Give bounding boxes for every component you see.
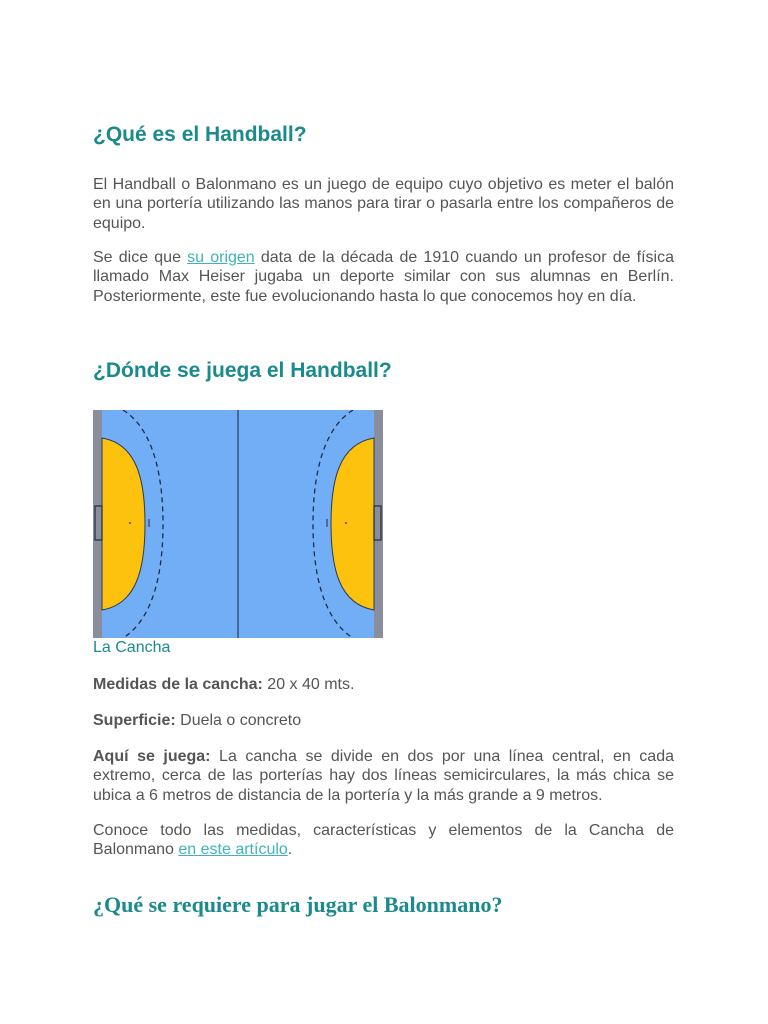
- paragraph-definition: [93, 175, 674, 233]
- measures-value: 20 x 40 mts.: [262, 676, 355, 693]
- heading-where-played: ¿Dónde se juega el Handball?: [93, 359, 392, 382]
- origin-text-after: data de la década de 1910 cuando un profesor de física llamado Max Heiser jugaba un deporte similar con sus alumnas en Berlín. Posteriormente, este fue evolucionando hasta lo que conocemos hoy en día.: [93, 249, 675, 305]
- paragraph-measures: [93, 675, 674, 694]
- article-link[interactable]: en este artículo: [178, 841, 288, 859]
- right-goalkeeper-mark: [345, 522, 347, 524]
- where-played-value: La cancha se divide en dos por una línea central, en cada extremo, cerca de las porterías hay dos líneas semicirculares, la más chica se ubica a 6 metros de distancia de la portería y la más grande a 9 metros.: [93, 748, 674, 804]
- paragraph-surface: [93, 711, 674, 730]
- heading-what-is-handball: ¿Qué es el Handball?: [93, 123, 307, 146]
- origin-link[interactable]: su origen: [187, 249, 255, 266]
- surface-value: Duela o concreto: [175, 712, 302, 729]
- where-played-label: Aquí se juega:: [93, 748, 211, 765]
- surface-label: Superficie:: [93, 712, 176, 729]
- left-goalkeeper-mark: [129, 522, 131, 524]
- court-image: [93, 410, 383, 638]
- definition-text: El Handball o Balonmano es un juego de equipo cuyo objetivo es meter el balón en una portería utilizando las manos para tirar o pasarla entre los compañeros de equipo.: [93, 176, 674, 232]
- paragraph-where-played: [93, 747, 674, 805]
- measures-label: Medidas de la cancha:: [93, 676, 263, 693]
- handball-court-diagram: [93, 410, 383, 638]
- paragraph-origin: [93, 248, 674, 306]
- origin-text-before: Se dice que: [93, 249, 188, 266]
- learn-more-text-before: Conoce todo las medidas, características y elementos de la Cancha de Balonmano: [93, 822, 674, 859]
- learn-more-text-after: .: [287, 841, 293, 859]
- heading-requirements: ¿Qué se requiere para jugar el Balonmano?: [93, 892, 503, 917]
- image-caption: La Cancha: [93, 639, 171, 656]
- paragraph-learn-more: [93, 821, 674, 860]
